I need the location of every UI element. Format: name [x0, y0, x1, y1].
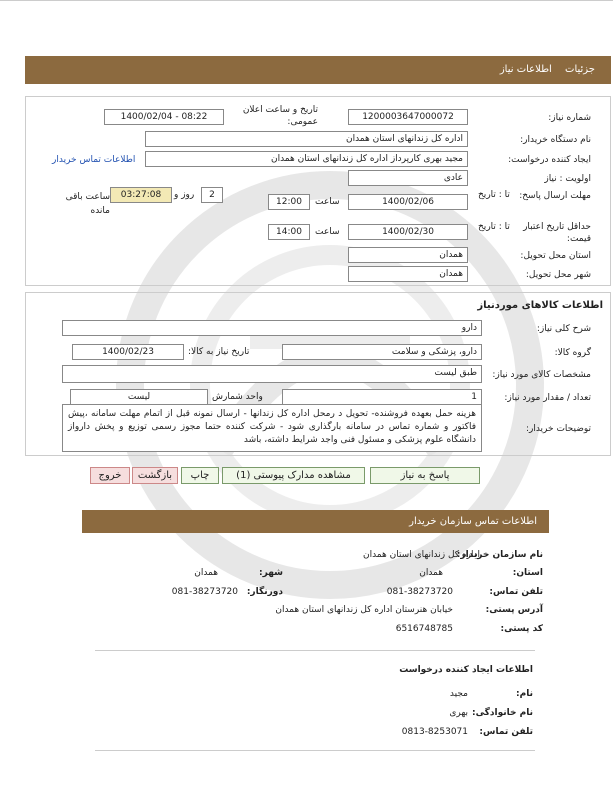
unit-field: لیست	[70, 389, 208, 405]
contact-city-value: همدان	[194, 568, 218, 578]
footer-divider	[95, 750, 535, 751]
specs-label: مشخصات کالای مورد نیاز:	[492, 370, 591, 380]
attachments-button[interactable]: مشاهده مدارک پیوستی (1)	[222, 467, 365, 484]
deadline-time-label: ساعت	[315, 197, 340, 207]
contact-address-value: خیابان هنرستان اداره کل زندانهای استان همدان	[275, 605, 453, 615]
creator-name-value: مجید	[449, 689, 468, 699]
deadline-to-date-label: تا : تاریخ	[478, 190, 510, 200]
creator-family-label: نام خانوادگی:	[471, 708, 533, 718]
breadcrumb-details[interactable]: جزئیات	[565, 64, 595, 75]
deadline-date-field: 1400/02/06	[348, 194, 468, 210]
creator-label: ایجاد کننده درخواست:	[508, 155, 591, 165]
deadline-label: مهلت ارسال پاسخ:	[519, 191, 591, 201]
summary-field: دارو	[62, 320, 482, 336]
remaining-time-label: ساعت باقی مانده	[65, 192, 110, 216]
contact-province-value: همدان	[419, 568, 443, 578]
qty-label: تعداد / مقدار مورد نیاز:	[504, 393, 591, 403]
creator-phone-value: 0813-8253071	[401, 727, 468, 737]
deadline-time-field: 12:00	[268, 194, 310, 210]
contact-phone-label: تلفن تماس:	[489, 587, 543, 597]
back-button[interactable]: بازگشت	[132, 467, 178, 484]
remaining-day-label: روز و	[174, 190, 195, 200]
validity-label: حداقل تاریخ اعتبار قیمت:	[523, 222, 591, 244]
city-label: شهر محل تحویل:	[525, 270, 591, 280]
contact-postal-label: کد پستی:	[500, 624, 543, 634]
announce-label: تاریخ و ساعت اعلان عمومی:	[242, 105, 318, 127]
need-date-field: 1400/02/23	[72, 344, 184, 360]
qty-field: 1	[282, 389, 482, 405]
priority-field: عادی	[348, 170, 468, 186]
reply-button[interactable]: پاسخ به نیاز	[370, 467, 480, 484]
exit-button[interactable]: خروج	[90, 467, 130, 484]
print-button[interactable]: چاپ	[181, 467, 219, 484]
priority-label: اولویت : نیاز	[544, 174, 591, 184]
group-label: گروه کالا:	[554, 348, 591, 358]
contact-org-label: نام سازمان خریدار:	[456, 550, 543, 560]
province-field: همدان	[348, 247, 468, 263]
validity-time-label: ساعت	[315, 227, 340, 237]
city-field: همدان	[348, 266, 468, 282]
contact-fax-value: 081-38273720	[171, 587, 238, 597]
announce-field: 1400/02/04 - 08:22	[104, 109, 224, 125]
need-number-label: شماره نیاز:	[548, 113, 591, 123]
contact-city-label: شهر:	[259, 568, 283, 578]
contact-address-label: آدرس پستی:	[485, 605, 543, 615]
top-divider	[0, 0, 613, 1]
specs-field: طبق لیست	[62, 365, 482, 383]
contact-phone-value: 081-38273720	[386, 587, 453, 597]
buyer-org-label: نام دستگاه خریدار:	[520, 135, 591, 145]
buyer-org-field: اداره کل زندانهای استان همدان	[145, 131, 468, 147]
province-label: استان محل تحویل:	[520, 251, 591, 261]
goods-title: اطلاعات کالاهای موردنیاز	[477, 300, 603, 311]
summary-label: شرح کلی نیاز:	[536, 324, 591, 334]
validity-date-field: 1400/02/30	[348, 224, 468, 240]
remaining-timer: 03:27:08	[110, 187, 172, 203]
contact-fax-label: دورنگار:	[246, 587, 283, 597]
need-date-label: تاریخ نیاز به کالا:	[188, 347, 250, 357]
contact-province-label: استان:	[512, 568, 543, 578]
notes-label: توضیحات خریدار:	[525, 424, 591, 434]
notes-field: هزینه حمل بعهده فروشنده- تحویل د رمحل اداره کل زندانها - ارسال نمونه قبل از اتمام مهلت سامانه ،پیش فاکتور و شماره تماس در سامانه بارگذاری شود - شرکت کننده حتما مجوز رسمی توزیع و پخش دارواز دانشگاه علوم پزشکی و مسئول فنی واجد شرایط داشته، باشد	[62, 404, 482, 452]
creator-info-title: اطلاعات ایجاد کننده درخواست	[399, 665, 533, 675]
validity-to-date-label: تا : تاریخ	[478, 222, 510, 232]
creator-family-value: بهری	[449, 708, 468, 718]
creator-name-label: نام:	[516, 689, 533, 699]
validity-time-field: 14:00	[268, 224, 310, 240]
contact-title-bar: اطلاعات تماس سازمان خریدار	[82, 510, 549, 533]
creator-phone-label: تلفن تماس:	[479, 727, 533, 737]
creator-field: مجید بهری کارپرداز اداره کل زندانهای استان همدان	[145, 151, 468, 167]
buyer-contact-link[interactable]: اطلاعات تماس خریدار	[52, 155, 136, 165]
unit-label: واحد شمارش	[212, 392, 263, 402]
group-field: دارو، پزشکی و سلامت	[282, 344, 482, 360]
need-number-field: 1200003647000072	[348, 109, 468, 125]
contact-org-value: اداره کل زندانهای استان همدان	[362, 550, 480, 560]
remaining-days-field: 2	[201, 187, 223, 203]
contact-postal-value: 6516748785	[395, 624, 453, 634]
header-bar	[25, 56, 611, 84]
breadcrumb-need-info[interactable]: اطلاعات نیاز	[499, 64, 552, 75]
contact-divider	[95, 650, 535, 651]
